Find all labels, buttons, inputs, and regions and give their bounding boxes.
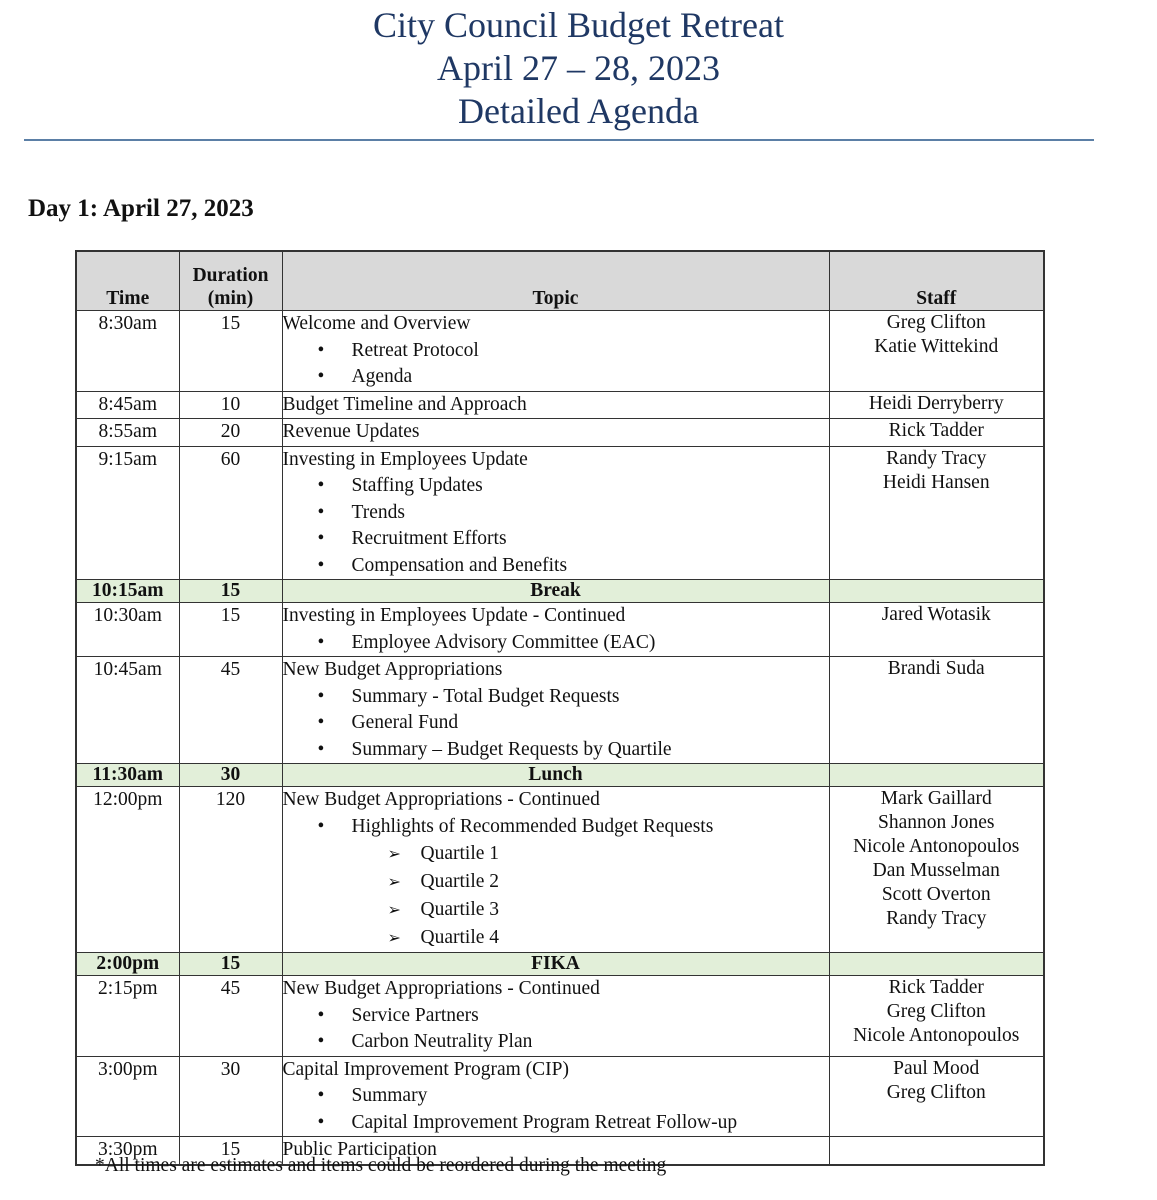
staff-name: Brandi Suda (887, 658, 985, 679)
topic-title: Investing in Employees Update - Continued (282, 605, 626, 626)
row-staff (829, 953, 1044, 976)
row-time: 10:45am (76, 657, 179, 764)
topic-bullet: • General Fund (283, 710, 829, 737)
topic-bullet: • Highlights of Recommended Budget Requests (283, 814, 829, 841)
topic-bullet: • Trends (283, 500, 829, 527)
staff-name: Heidi Derryberry (868, 392, 1004, 414)
topic-bullet: • Summary (283, 1083, 829, 1110)
row-topic (282, 419, 829, 447)
row-time: 2:00pm (76, 953, 179, 976)
topic-bullet: • Employee Advisory Committee (EAC) (283, 630, 829, 657)
row-topic (282, 603, 829, 657)
agenda-header-row (76, 251, 1044, 311)
row-duration: 60 (179, 446, 282, 580)
row-duration: 15 (179, 953, 282, 976)
row-time: 8:45am (76, 391, 179, 419)
break-row (76, 953, 1044, 976)
topic-title: New Budget Appropriations - Continued (282, 789, 600, 810)
row-time: 3:30pm (76, 1137, 179, 1165)
row-staff (829, 419, 1044, 447)
break-label: Lunch (282, 764, 829, 787)
row-staff (829, 1056, 1044, 1137)
row-duration: 30 (179, 1056, 282, 1137)
break-row (76, 580, 1044, 603)
topic-subbullet: ➢ Quartile 4 (283, 924, 829, 952)
row-staff (829, 1137, 1044, 1165)
row-topic (282, 311, 829, 392)
row-topic (282, 1056, 829, 1137)
agenda-row (76, 446, 1044, 580)
topic-title: Welcome and Overview (282, 313, 471, 334)
row-duration: 45 (179, 657, 282, 764)
row-duration: 120 (179, 787, 282, 953)
row-time: 9:15am (76, 446, 179, 580)
staff-name: Greg Clifton (886, 312, 986, 333)
row-staff (829, 787, 1044, 953)
topic-bullet: • Summary - Total Budget Requests (283, 684, 829, 711)
staff-name: Rick Tadder (888, 420, 984, 441)
topic-title: Investing in Employees Update (282, 448, 528, 470)
row-duration: 20 (179, 419, 282, 447)
row-staff (829, 446, 1044, 580)
row-time: 8:30am (76, 311, 179, 392)
staff-name: Scott Overton (881, 884, 991, 905)
agenda-row (76, 603, 1044, 657)
row-time: 10:15am (76, 580, 179, 603)
topic-bullet: • Agenda (283, 364, 829, 391)
row-duration: 15 (179, 603, 282, 657)
row-staff (829, 311, 1044, 392)
header-topic: Topic (282, 251, 829, 311)
topic-title: Revenue Updates (282, 421, 420, 442)
topic-bullet-list (283, 630, 829, 657)
topic-title: Budget Timeline and Approach (282, 393, 527, 415)
staff-name: Mark Gaillard (880, 788, 992, 809)
row-duration: 15 (179, 1137, 282, 1165)
topic-bullet: • Recruitment Efforts (283, 526, 829, 553)
row-time: 2:15pm (76, 976, 179, 1057)
topic-bullet-list (283, 1083, 829, 1136)
row-duration: 45 (179, 976, 282, 1057)
staff-name: Greg Clifton (886, 1081, 986, 1103)
staff-name: Nicole Antonopoulos (853, 1025, 1020, 1046)
row-time: 12:00pm (76, 787, 179, 953)
staff-name: Jared Wotasik (881, 604, 991, 625)
agenda-row (76, 311, 1044, 392)
row-topic (282, 976, 829, 1057)
topic-bullet-list (283, 1003, 829, 1056)
agenda-row (76, 391, 1044, 419)
topic-bullet-list (283, 684, 829, 764)
row-topic (282, 446, 829, 580)
staff-name: Randy Tracy (886, 447, 987, 469)
row-staff (829, 603, 1044, 657)
footnote: *All times are estimates and items could be reordered during the meeting (95, 1155, 667, 1176)
topic-bullet: • Compensation and Benefits (283, 553, 829, 580)
topic-bullet: • Summary – Budget Requests by Quartile (283, 737, 829, 764)
document-title-block (0, 4, 1157, 133)
header-staff: Staff (829, 251, 1044, 311)
row-topic (282, 787, 829, 953)
staff-name: Randy Tracy (886, 908, 987, 929)
agenda-row (76, 787, 1044, 953)
staff-name: Paul Mood (893, 1057, 980, 1079)
agenda-table (75, 250, 1045, 1166)
topic-bullet-list (283, 473, 829, 579)
staff-name: Rick Tadder (888, 977, 984, 998)
row-staff (829, 580, 1044, 603)
header-duration-line1: Duration (192, 265, 269, 286)
staff-name: Greg Clifton (886, 1001, 986, 1022)
topic-title: Capital Improvement Program (CIP) (282, 1058, 569, 1080)
topic-bullet: • Carbon Neutrality Plan (283, 1029, 829, 1056)
topic-bullet: • Retreat Protocol (283, 338, 829, 365)
row-duration: 15 (179, 580, 282, 603)
row-time: 11:30am (76, 764, 179, 787)
day-heading: Day 1: April 27, 2023 (28, 195, 254, 222)
document-title: City Council Budget Retreat (373, 5, 784, 45)
topic-title: Public Participation (282, 1139, 437, 1160)
row-time: 10:30am (76, 603, 179, 657)
row-time: 8:55am (76, 419, 179, 447)
staff-name: Dan Musselman (872, 860, 1000, 881)
topic-title: New Budget Appropriations (282, 659, 503, 680)
row-time: 3:00pm (76, 1056, 179, 1137)
agenda-body (76, 311, 1044, 1165)
agenda-row (76, 1056, 1044, 1137)
topic-subbullet: ➢ Quartile 1 (283, 840, 829, 868)
title-divider (24, 139, 1094, 141)
row-duration: 10 (179, 391, 282, 419)
agenda-row (76, 976, 1044, 1057)
document-subtitle: Detailed Agenda (458, 91, 699, 131)
row-staff (829, 764, 1044, 787)
header-duration-line2: (min) (207, 288, 254, 309)
staff-name: Heidi Hansen (882, 471, 990, 493)
staff-name: Katie Wittekind (874, 336, 999, 357)
document-dates: April 27 – 28, 2023 (437, 48, 720, 88)
topic-bullet-list (283, 814, 829, 841)
topic-bullet-list (283, 338, 829, 391)
break-label: Break (282, 580, 829, 603)
topic-subbullet: ➢ Quartile 2 (283, 868, 829, 896)
agenda-row (76, 419, 1044, 447)
topic-title: New Budget Appropriations - Continued (282, 978, 600, 999)
topic-bullet: • Staffing Updates (283, 473, 829, 500)
row-duration: 30 (179, 764, 282, 787)
topic-bullet: • Capital Improvement Program Retreat Follow-up (283, 1110, 829, 1137)
header-duration (179, 251, 282, 311)
break-row (76, 764, 1044, 787)
row-duration: 15 (179, 311, 282, 392)
row-topic (282, 657, 829, 764)
row-staff (829, 391, 1044, 419)
topic-bullet: • Service Partners (283, 1003, 829, 1030)
staff-name: Nicole Antonopoulos (853, 836, 1020, 857)
topic-subbullet-list (283, 840, 829, 952)
topic-subbullet: ➢ Quartile 3 (283, 896, 829, 924)
row-staff (829, 657, 1044, 764)
row-topic (282, 391, 829, 419)
header-time: Time (76, 251, 179, 311)
break-label: FIKA (282, 953, 829, 976)
staff-name: Shannon Jones (878, 812, 995, 833)
agenda-row (76, 657, 1044, 764)
row-staff (829, 976, 1044, 1057)
